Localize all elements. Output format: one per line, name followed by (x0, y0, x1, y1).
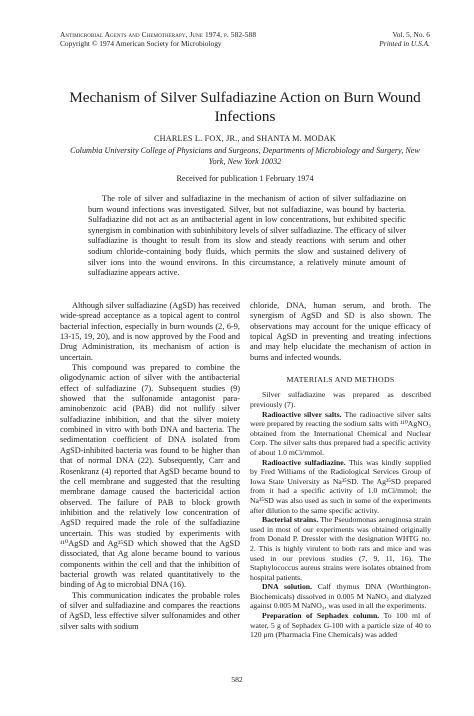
methods-paragraph (250, 611, 431, 640)
methods-paragraph (250, 390, 431, 409)
author-affiliation: Columbia University College of Physicians and Surgeons, Departments of Microbiology and Surgery, New York, New York 10032 (70, 146, 420, 166)
header-right (320, 30, 430, 48)
printed-in: Printed in U.S.A. (379, 39, 430, 48)
methods-paragraph (250, 515, 431, 582)
methods-paragraph (250, 410, 431, 458)
methods-run-head: Radioactive sulfadiazine. (262, 457, 346, 467)
methods-text: The Pseudomonas aeruginosa strain used in most of our experiments was obtained originally from Donald P. Dressler with the designation WHTG no. 2. This is highly virulent to both rats and mice and was used in our previous studies (7, 9, 11, 16). The Staphylococcus aureus strains were isolates obtained from hospital patients. (250, 515, 431, 582)
left-column (60, 301, 240, 632)
author-list: CHARLES L. FOX, JR., and SHANTA M. MODAK (153, 134, 337, 143)
intro-continued: chloride, DNA, human serum, and broth. The synergism of AgSD and SD is also shown. The observations may account for the unique efficacy of topical AgSD in preventing and treating infections and may help elucidate the mechanism of action in burns and infected wounds. (250, 301, 431, 362)
section-heading: MATERIALS AND METHODS (286, 375, 395, 385)
journal-citation: Antimicrobial Agents and Chemotherapy, June 1974, p. 582-588 (60, 30, 257, 39)
header-left (60, 30, 310, 48)
intro-paragraph-2: This compound was prepared to combine the oligodynamic action of silver with the antibacterial effect of sulfadiazine (7). Subsequent studies (9) showed that the sulfonamide antagonist para-aminobenzoic acid (PAB) did not nullify silver sulfadiazine inhibition, and that the silver moiety combined in vitro with both DNA and bacteria. The sedimentation coefficient of DNA isolated from AgSD-inhibited bacteria was found to be higher than that of normal DNA (22). Subsequently, Carr and Rosenkranz (4) reported that AgSD became bound to the cell membrane and suggested that the resulting membrane damage caused the bactericidal action observed. The failure of PAB to block growth inhibition and the relatively low concentration of AgSD required made the role of the sulfadiazine uncertain. This was studied by experiments with ¹¹⁰AgSD and Ag³⁵SD which showed that the AgSD dissociated, that Ag alone became bound to various components within the cell and that the inhibition of bacterial growth was related quantitatively to the binding of Ag to microbial DNA (16). (60, 363, 240, 590)
page-number: 582 (231, 675, 243, 684)
right-column (250, 301, 431, 640)
intro-paragraph-3: This communication indicates the probable roles of silver and sulfadiazine and compares the reactions of AgSD, less effective silver sulfonamides and other silver salts with sodium (60, 590, 240, 631)
methods-run-head: DNA solution. (262, 582, 312, 592)
methods-paragraph (250, 458, 431, 516)
methods-text: This was kindly supplied by Fred Williams of the Radiological Services Group of Iowa State University as Na³⁵SD. The Ag³⁵SD prepared from it had a specific activity of 1.0 mCi/mmol; the Na³⁵SD was also used as such in some of the experiments after dilution to the same specific activity. (250, 457, 431, 515)
volume-info: Vol. 5, No. 6 (392, 30, 430, 39)
copyright-line: Copyright © 1974 American Society for Microbiology (60, 39, 222, 48)
methods-run-head: Bacterial strains. (262, 515, 319, 525)
methods-text: The radioactive silver salts were prepared by reacting the sodium salts with ¹¹⁰AgNO₃ obtained from the International Chemical and Nuclear Corp. The silver salts thus prepared had a specific activity of about 1.0 mCi/mmol. (250, 409, 431, 457)
methods-run-head: Radioactive silver salts. (262, 409, 342, 419)
received-date: Received for publication 1 February 1974 (176, 174, 314, 183)
abstract: The role of silver and sulfadiazine in the mechanism of action of silver sulfadiazine on burn wound infections was investigated. Silver, but not sulfadiazine, was bound by bacteria. Sulfadiazine did not act as an antibacterial agent in low concentrations, but exhibited specific synergism in combination with subinhibitory levels of silver sulfadiazine. The efficacy of silver sulfadiazine is thought to result from its slow and steady reactions with serum and other sodium chloride-containing body fluids, which permits the slow and sustained delivery of silver ions into the wound environs. In this circumstance, a relatively minute amount of sulfadiazine appears active. (88, 194, 406, 278)
intro-paragraph-1: Although silver sulfadiazine (AgSD) has received wide-spread acceptance as a topical agent to control bacterial infection, especially in burn wounds (2, 6-9, 13-15, 19, 20), and is now approved by the Food and Drug Administration, its mechanism of action is uncertain. (60, 301, 240, 362)
methods-paragraph (250, 582, 431, 611)
methods-body (250, 390, 431, 639)
methods-run-head: Preparation of Sephadex column. (262, 611, 380, 621)
methods-text: To 100 ml of water, 5 g of Sephadex G-100 with a particle size of 40 to 120 μm (Pharmacia Fine Chemicals) was added (250, 611, 431, 640)
methods-text: Silver sulfadiazine was prepared as described previously (7). (250, 390, 431, 409)
article-title: Mechanism of Silver Sulfadiazine Action on Burn Wound Infections (69, 89, 421, 125)
methods-text: Calf thymus DNA (Worthington-Biochemicals) dissolved in 0.005 M NaNO₃ and dialyzed against 0.005 M NaNO₃, was used in all the experiments. (250, 582, 431, 611)
